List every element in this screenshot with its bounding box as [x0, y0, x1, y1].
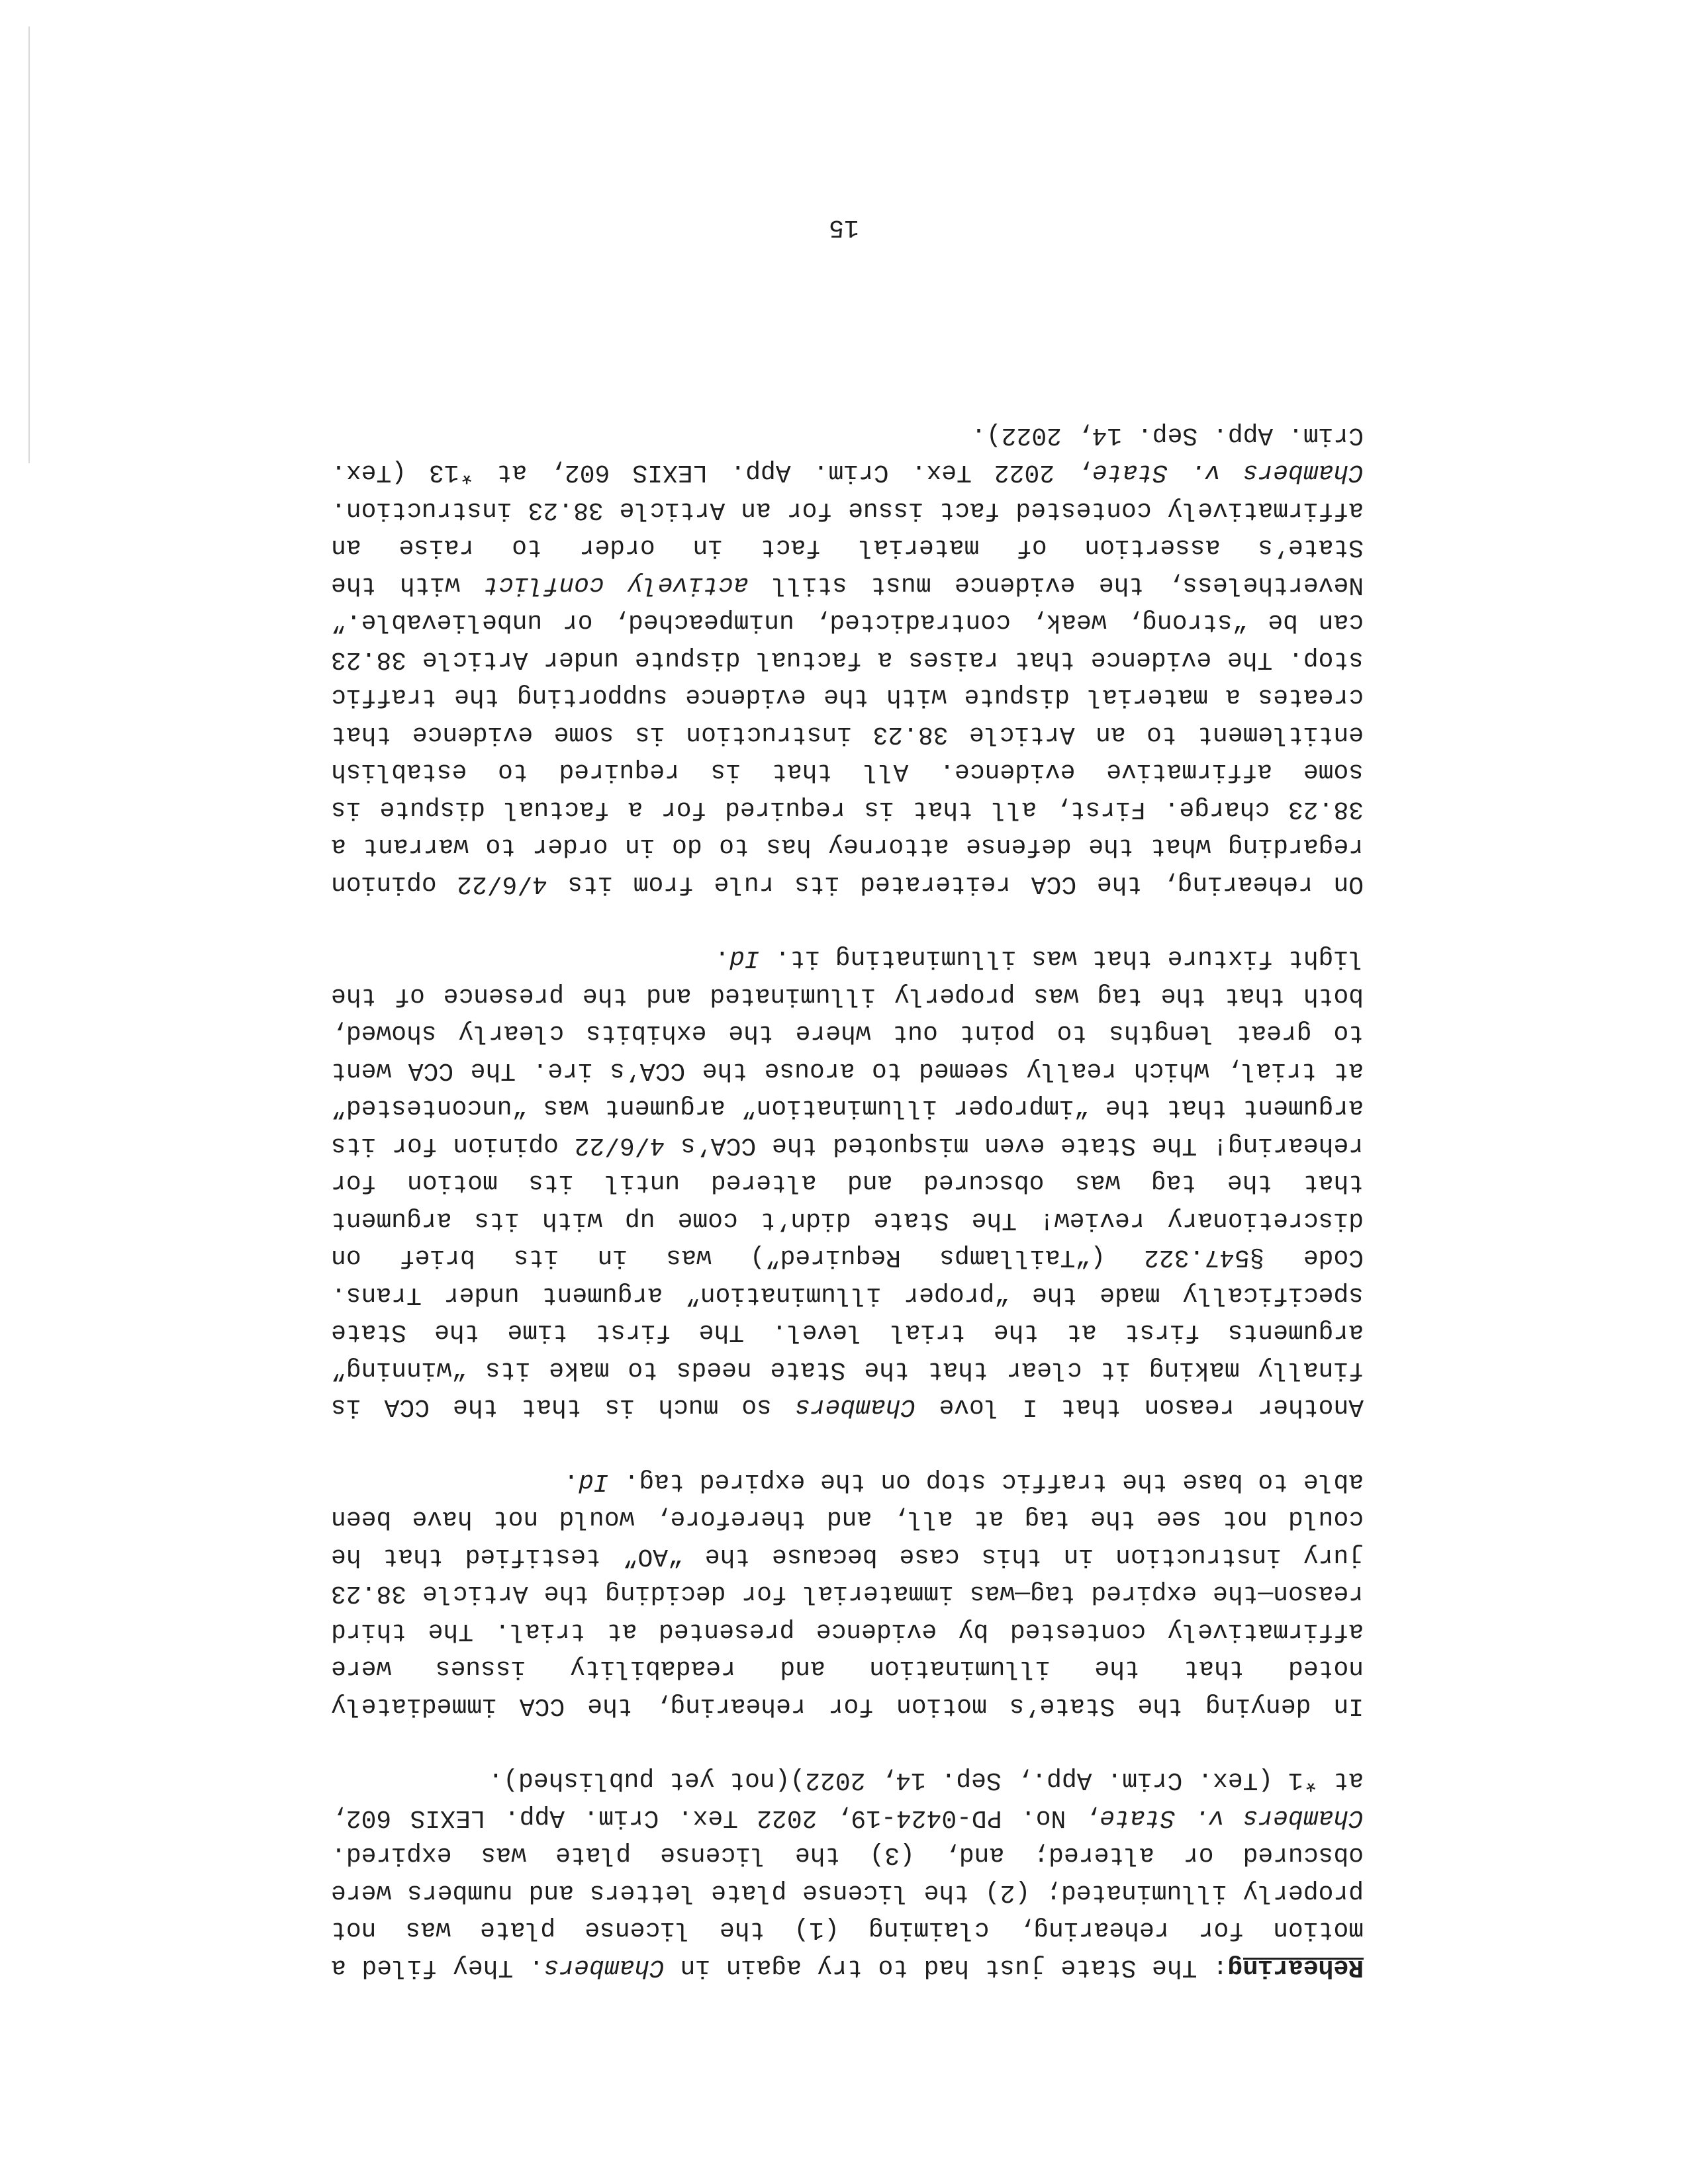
- body-text: [331, 416, 1364, 1986]
- text-run: In denying the State’s motion for rehearing, the CCA immediately noted that the illumination and readability issues were affirmatively contested by evidence presented at trial. The third reason—the expired tag—was immaterial for deciding the Article 38.23 jury instruction in this case because the “AO” testified that he could not see the tag at all, and therefore, would not have been able to base the traffic stop on the expired tag.: [331, 1467, 1364, 1720]
- text-run: . They filed a motion for rehearing, claiming (1) the license plate was not properly illuminated; (2) the license plate letters and numbers were obscured or altered; and, (3) the license plate was expired.: [331, 1841, 1364, 1981]
- text-run: so much is that the CCA is finally making it clear that the State needs to make its “winning” arguments first at the trial level. The first time the State specifically made the “proper illumination” argument under Trans. Code §547.322 (“Taillamps Required”) was in its brief on discretionary review! The State didn’t come up with its argument that the tag was obscured and altered until its motion for rehearing! The State even misquoted the CCA’s 4/6/22 opinion for its argument that the “improper illumination” argument was “uncontested” at trial, which really seemed to arouse the CCA’s ire. The CCA went to great lengths to point out where the exhibits clearly showed, both that the tag was properly illuminated and the presence of the light fixture that was illuminating it.: [330, 944, 1364, 1422]
- case-citation: Id: [579, 1467, 609, 1496]
- case-citation: Chambers: [543, 1953, 665, 1981]
- paragraph-lead: Rehearing: [1227, 1953, 1364, 1981]
- page-number: 15: [829, 213, 859, 242]
- scan-edge-line: [28, 26, 30, 463]
- case-citation: Chambers: [794, 1392, 916, 1422]
- text-run: On rehearing, the CCA reiterated its rule from its 4/6/22 opinion regarding what the defense attorney has to do in order to warrant a 38.23 charge. First, all that is required for a factual dispute is some affirmative evidence. All that is required to establish entitlement to an Article 38.23 instruction is some evidence that creates a material dispute with the evidence supporting the traffic stop. The evidence that raises a factual dispute under Article 38.23 can be “strong, weak, contradicted, unimpeached, or unbelievable.” Nevertheless, the evidence must still: [331, 570, 1364, 898]
- text-run: .: [714, 944, 730, 973]
- text-run: .: [563, 1467, 579, 1496]
- text-run: with the State’s assertion of material fact in order to raise an affirmatively contested fact issue for an Article 38.23 instruction.: [331, 496, 1364, 599]
- case-citation: Chambers v. State: [1092, 458, 1364, 487]
- text-run: : The State just had to try again in: [665, 1953, 1228, 1981]
- text-run: Another reason that I love: [915, 1392, 1364, 1422]
- text-run: , No. PD-0424-19, 2022 Tex. Crim. App. LEXIS 602, at *1 (Tex. Crim. App., Sep. 14, 2022)(not yet published).: [331, 1766, 1364, 1832]
- case-citation: actively conflict: [483, 570, 749, 599]
- paragraph-denial: [331, 1463, 1364, 1725]
- case-citation: Chambers v. State: [1100, 1803, 1364, 1832]
- paragraph-rule-reiterated: [331, 416, 1364, 903]
- paragraph-chambers-reason: [331, 939, 1364, 1426]
- paragraph-rehearing: [331, 1761, 1364, 1985]
- case-citation: Id: [729, 944, 760, 973]
- text-run: , 2022 Tex. Crim. App. LEXIS 602, at *13 (Tex. Crim. App. Sep. 14, 2022).: [331, 421, 1364, 487]
